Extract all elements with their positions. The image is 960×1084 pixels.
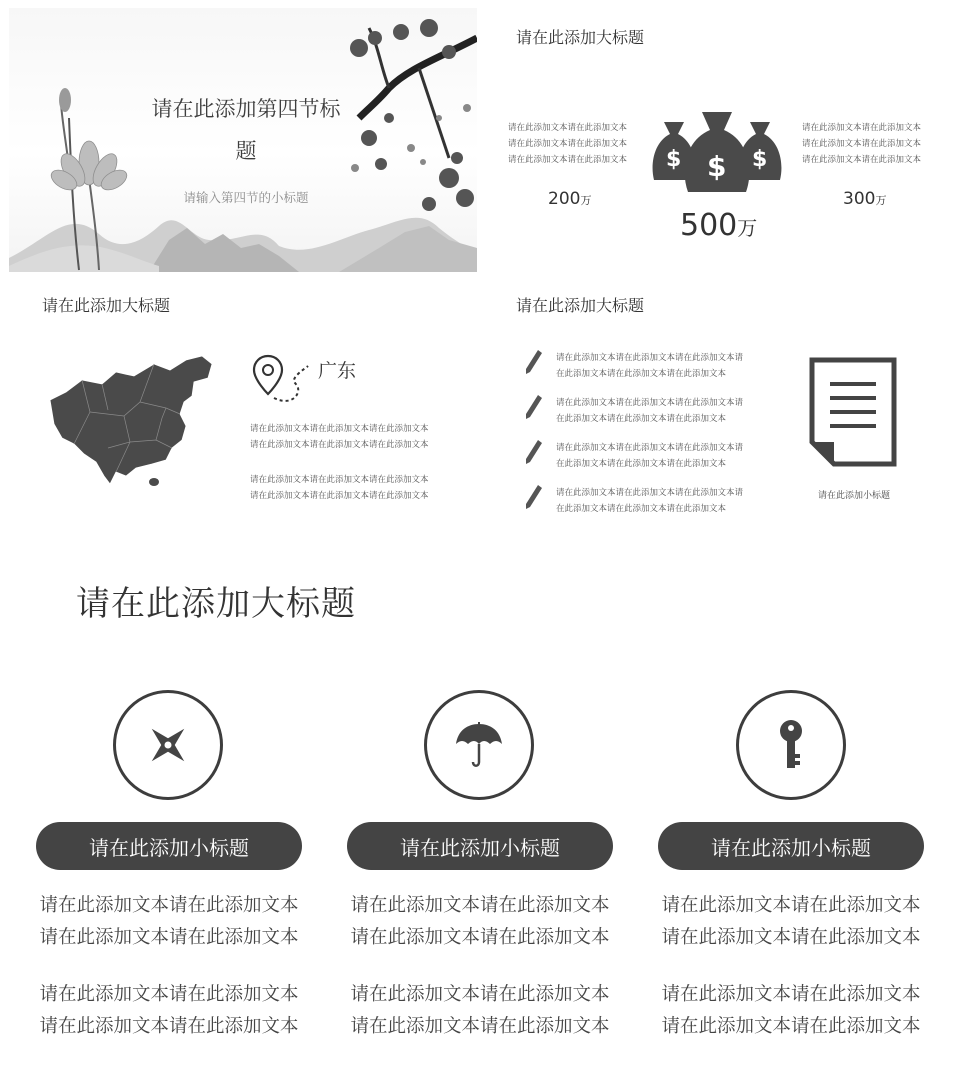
list-item	[556, 395, 743, 427]
svg-text:$: $	[752, 147, 768, 172]
section-title	[121, 88, 371, 172]
text-line: 请在此添加文本请在此添加文本	[350, 926, 610, 948]
text-line: 请在此添加文本请在此添加文本	[661, 1015, 921, 1037]
slide-heading: 请在此添加大标题	[42, 296, 171, 315]
text-line: 请在此添加文本请在此添加文本请在此添加文本	[250, 475, 429, 485]
text-line: 在此添加文本请在此添加文本请在此添加文本	[556, 369, 727, 379]
column-text	[347, 890, 613, 1042]
list-item	[556, 350, 743, 382]
text-line: 请在此添加文本请在此添加文本	[661, 926, 921, 948]
text-line: 请在此添加文本请在此添加文本	[802, 155, 922, 165]
value-number: 500	[680, 208, 738, 243]
column-label: 请在此添加小标题	[347, 822, 613, 870]
slide-heading: 请在此添加大标题	[516, 296, 645, 315]
text-line: 在此添加文本请在此添加文本请在此添加文本	[556, 459, 727, 469]
left-text-block	[508, 120, 627, 168]
value-unit: 万	[737, 216, 758, 240]
text-line: 在此添加文本请在此添加文本请在此添加文本	[556, 414, 727, 424]
key-icon	[764, 718, 818, 772]
icon-circle	[113, 690, 223, 800]
text-line: 请在此添加文本请在此添加文本请在此添加文本请	[556, 353, 744, 363]
text-line: 请在此添加文本请在此添加文本	[39, 984, 299, 1005]
value-unit: 万	[580, 194, 592, 207]
text-line: 请在此添加文本请在此添加文本	[39, 895, 299, 916]
list-item	[556, 440, 743, 472]
text-line: 请在此添加文本请在此添加文本	[661, 984, 921, 1005]
section-subtitle: 请输入第四节的小标题	[183, 190, 309, 205]
text-line: 请在此添加文本请在此添加文本	[350, 895, 610, 916]
text-line: 请在此添加文本请在此添加文本	[508, 155, 628, 165]
cover-slide	[9, 8, 477, 272]
text-line: 请在此添加文本请在此添加文本	[802, 123, 922, 133]
section-title-line: 题	[235, 139, 257, 163]
pencil-icon	[524, 393, 544, 421]
value-number: 300	[843, 189, 876, 209]
text-line: 在此添加文本请在此添加文本请在此添加文本	[556, 504, 727, 514]
column-label: 请在此添加小标题	[658, 822, 924, 870]
text-line: 请在此添加文本请在此添加文本请在此添加文本	[250, 491, 429, 501]
pencil-icon	[524, 483, 544, 511]
section-title-line: 请在此添加第四节标	[151, 97, 341, 121]
paragraph-1	[250, 421, 429, 453]
umbrella-icon	[452, 718, 506, 772]
compass-icon	[141, 718, 195, 772]
list-slide	[500, 282, 950, 542]
money-slide	[500, 8, 950, 272]
text-line: 请在此添加文本请在此添加文本	[661, 895, 921, 916]
right-value	[843, 189, 886, 209]
page-title: 请在此添加大标题	[76, 584, 356, 624]
text-line: 请在此添加文本请在此添加文本	[39, 1015, 299, 1037]
map-slide	[24, 282, 464, 542]
svg-text:$: $	[707, 150, 727, 183]
right-text-block	[802, 120, 921, 168]
icon-circle	[424, 690, 534, 800]
value-number: 200	[548, 189, 581, 209]
text-line: 请在此添加文本请在此添加文本请在此添加文本	[250, 440, 429, 450]
document-icon	[808, 356, 900, 468]
left-value	[548, 189, 591, 209]
svg-text:$: $	[666, 147, 682, 172]
value-unit: 万	[875, 194, 887, 207]
money-bags-icon	[650, 108, 784, 194]
icon-circle	[736, 690, 846, 800]
column-label: 请在此添加小标题	[36, 822, 302, 870]
text-line: 请在此添加文本请在此添加文本	[350, 984, 610, 1005]
column-text	[36, 890, 302, 1042]
center-value	[680, 208, 757, 243]
location-label: 广东	[318, 360, 357, 382]
text-line: 请在此添加文本请在此添加文本请在此添加文本	[250, 424, 429, 434]
slide-heading: 请在此添加大标题	[516, 28, 645, 47]
map-pin-icon	[252, 354, 312, 408]
column-text	[658, 890, 924, 1042]
pencil-icon	[524, 438, 544, 466]
text-line: 请在此添加文本请在此添加文本	[508, 123, 628, 133]
text-line: 请在此添加文本请在此添加文本	[508, 139, 628, 149]
text-line: 请在此添加文本请在此添加文本请在此添加文本请	[556, 443, 744, 453]
list-item	[556, 485, 743, 517]
text-line: 请在此添加文本请在此添加文本	[802, 139, 922, 149]
text-line: 请在此添加文本请在此添加文本	[39, 926, 299, 948]
pencil-icon	[524, 348, 544, 376]
document-caption: 请在此添加小标题	[817, 491, 890, 501]
china-map-icon	[44, 352, 216, 492]
text-line: 请在此添加文本请在此添加文本	[350, 1015, 610, 1037]
text-line: 请在此添加文本请在此添加文本请在此添加文本请	[556, 488, 744, 498]
paragraph-2	[250, 472, 429, 504]
text-line: 请在此添加文本请在此添加文本请在此添加文本请	[556, 398, 744, 408]
